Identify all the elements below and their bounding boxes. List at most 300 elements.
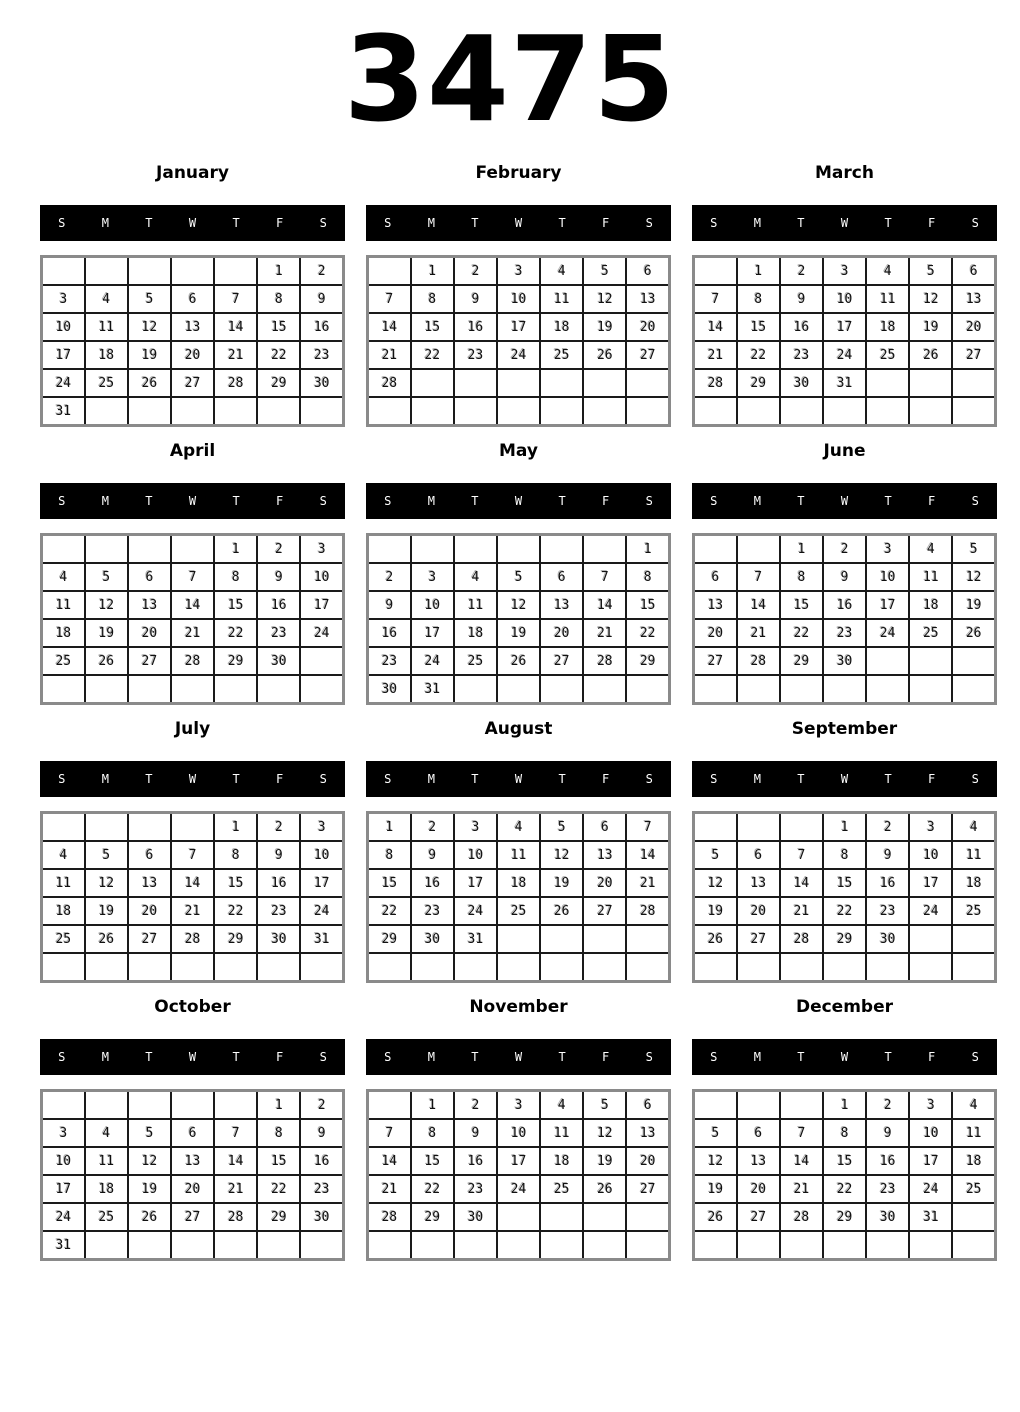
date-cell: 9: [411, 841, 454, 869]
day-header-cell: T: [797, 772, 805, 786]
empty-date-cell: [780, 813, 823, 842]
date-cell: 20: [737, 1175, 780, 1203]
date-cell: 26: [694, 1203, 737, 1231]
date-cell: 8: [257, 285, 300, 313]
date-cell: 4: [454, 563, 497, 591]
date-cell: 9: [823, 563, 866, 591]
day-header-cell: T: [232, 1050, 240, 1064]
day-header-cell: T: [797, 1050, 805, 1064]
date-cell: 10: [823, 285, 866, 313]
week-row: [42, 341, 344, 369]
week-row: [694, 369, 996, 397]
date-cell: 14: [214, 1147, 257, 1175]
date-cell: 24: [300, 897, 343, 925]
date-cell: 19: [583, 1147, 626, 1175]
date-cell: 27: [583, 897, 626, 925]
date-cell: 24: [42, 369, 85, 397]
date-cell: 19: [583, 313, 626, 341]
day-header-cell: T: [884, 1050, 892, 1064]
day-header-cell: W: [840, 1050, 849, 1064]
empty-date-cell: [497, 925, 540, 953]
date-cell: 17: [454, 869, 497, 897]
day-header-cell: F: [276, 1050, 284, 1064]
empty-date-cell: [583, 397, 626, 426]
date-cell: 21: [171, 619, 214, 647]
week-row: [42, 1091, 344, 1120]
date-cell: 27: [171, 1203, 214, 1231]
day-header-cell: W: [514, 1050, 523, 1064]
date-cell: 7: [780, 1119, 823, 1147]
empty-date-cell: [257, 1231, 300, 1260]
date-cell: 25: [85, 369, 128, 397]
date-cell: 24: [823, 341, 866, 369]
date-cell: 27: [128, 647, 171, 675]
week-row: [694, 1231, 996, 1260]
date-cell: 18: [866, 313, 909, 341]
date-cell: 2: [368, 563, 411, 591]
day-header-cell: S: [710, 1050, 718, 1064]
week-row: [42, 397, 344, 426]
day-header-cell: W: [514, 772, 523, 786]
empty-date-cell: [583, 1203, 626, 1231]
date-cell: 14: [368, 313, 411, 341]
date-cell: 23: [823, 619, 866, 647]
date-cell: 16: [454, 313, 497, 341]
date-cell: 20: [737, 897, 780, 925]
date-cell: 24: [866, 619, 909, 647]
month-december: [692, 997, 997, 1261]
week-row: [42, 369, 344, 397]
empty-date-cell: [368, 257, 411, 286]
date-cell: 3: [866, 535, 909, 564]
date-cell: 14: [368, 1147, 411, 1175]
date-cell: 1: [411, 257, 454, 286]
week-row: [694, 563, 996, 591]
date-cell: 26: [583, 341, 626, 369]
date-cell: 5: [540, 813, 583, 842]
day-header-cell: T: [558, 772, 566, 786]
date-cell: 30: [257, 925, 300, 953]
date-cell: 22: [411, 341, 454, 369]
empty-date-cell: [909, 647, 952, 675]
week-row: [42, 647, 344, 675]
date-cell: 22: [214, 897, 257, 925]
empty-date-cell: [952, 647, 995, 675]
date-cell: 13: [171, 313, 214, 341]
month-name-label: October: [154, 997, 231, 1017]
day-header-cell: W: [188, 1050, 197, 1064]
date-cell: 9: [454, 285, 497, 313]
date-cell: 30: [866, 1203, 909, 1231]
day-header-cell: W: [188, 772, 197, 786]
week-row: [42, 925, 344, 953]
date-cell: 20: [626, 1147, 669, 1175]
week-row: [42, 1175, 344, 1203]
empty-date-cell: [454, 535, 497, 564]
date-cell: 20: [540, 619, 583, 647]
week-row: [42, 285, 344, 313]
date-cell: 20: [171, 341, 214, 369]
month-name-label: August: [484, 719, 553, 739]
date-cell: 19: [952, 591, 995, 619]
date-cell: 13: [540, 591, 583, 619]
year-title: 3475: [343, 10, 677, 148]
date-cell: 14: [626, 841, 669, 869]
day-header-cell: S: [710, 216, 718, 230]
date-cell: 13: [128, 869, 171, 897]
date-cell: 7: [368, 1119, 411, 1147]
day-header-row: [692, 1039, 997, 1075]
date-cell: 20: [694, 619, 737, 647]
date-cell: 28: [694, 369, 737, 397]
date-cell: 8: [823, 841, 866, 869]
month-name-label: February: [475, 163, 562, 183]
week-row: [368, 397, 670, 426]
empty-date-cell: [411, 369, 454, 397]
date-cell: 3: [909, 813, 952, 842]
date-cell: 12: [497, 591, 540, 619]
date-cell: 13: [626, 285, 669, 313]
empty-date-cell: [411, 953, 454, 982]
date-cell: 15: [257, 313, 300, 341]
date-cell: 27: [737, 1203, 780, 1231]
date-cell: 5: [694, 1119, 737, 1147]
empty-date-cell: [540, 535, 583, 564]
week-row: [694, 869, 996, 897]
date-cell: 15: [411, 313, 454, 341]
date-cell: 11: [952, 841, 995, 869]
month-name-label: July: [174, 719, 211, 739]
date-cell: 8: [780, 563, 823, 591]
calendar-grid: [366, 533, 671, 705]
date-cell: 19: [694, 1175, 737, 1203]
date-cell: 22: [257, 1175, 300, 1203]
week-row: [42, 257, 344, 286]
empty-date-cell: [300, 675, 343, 704]
week-row: [694, 675, 996, 704]
date-cell: 18: [909, 591, 952, 619]
date-cell: 25: [42, 647, 85, 675]
week-row: [42, 1147, 344, 1175]
date-cell: 4: [952, 1091, 995, 1120]
empty-date-cell: [128, 813, 171, 842]
day-header-row: [366, 761, 671, 797]
day-header-cell: W: [188, 216, 197, 230]
date-cell: 21: [737, 619, 780, 647]
date-cell: 6: [737, 1119, 780, 1147]
date-cell: 30: [866, 925, 909, 953]
date-cell: 6: [171, 285, 214, 313]
empty-date-cell: [737, 813, 780, 842]
week-row: [368, 257, 670, 286]
empty-date-cell: [694, 535, 737, 564]
empty-date-cell: [214, 675, 257, 704]
week-row: [368, 369, 670, 397]
date-cell: 22: [823, 897, 866, 925]
week-row: [368, 1231, 670, 1260]
date-cell: 14: [737, 591, 780, 619]
date-cell: 9: [368, 591, 411, 619]
date-cell: 2: [780, 257, 823, 286]
month-name-label: December: [795, 997, 894, 1017]
date-cell: 9: [866, 841, 909, 869]
date-cell: 31: [823, 369, 866, 397]
week-row: [694, 1119, 996, 1147]
date-cell: 11: [42, 869, 85, 897]
date-cell: 13: [128, 591, 171, 619]
day-header-cell: F: [928, 216, 936, 230]
week-row: [368, 675, 670, 704]
date-cell: 24: [454, 897, 497, 925]
day-header-row: [40, 483, 345, 519]
empty-date-cell: [540, 953, 583, 982]
date-cell: 14: [171, 591, 214, 619]
date-cell: 23: [257, 897, 300, 925]
date-cell: 29: [823, 925, 866, 953]
date-cell: 13: [626, 1119, 669, 1147]
date-cell: 6: [540, 563, 583, 591]
date-cell: 1: [823, 1091, 866, 1120]
date-cell: 5: [85, 841, 128, 869]
day-header-cell: S: [384, 1050, 392, 1064]
date-cell: 24: [42, 1203, 85, 1231]
day-header-cell: T: [558, 216, 566, 230]
empty-date-cell: [780, 953, 823, 982]
date-cell: 10: [909, 841, 952, 869]
day-header-row: [366, 1039, 671, 1075]
date-cell: 14: [780, 869, 823, 897]
empty-date-cell: [497, 535, 540, 564]
day-header-row: [692, 483, 997, 519]
day-header-cell: F: [602, 216, 610, 230]
date-cell: 18: [42, 619, 85, 647]
empty-date-cell: [497, 397, 540, 426]
empty-date-cell: [909, 675, 952, 704]
empty-date-cell: [583, 1231, 626, 1260]
day-header-row: [366, 483, 671, 519]
date-cell: 3: [300, 535, 343, 564]
calendar-grid: [366, 255, 671, 427]
date-cell: 1: [626, 535, 669, 564]
date-cell: 6: [626, 1091, 669, 1120]
day-header-row: [40, 761, 345, 797]
date-cell: 5: [128, 285, 171, 313]
date-cell: 12: [694, 1147, 737, 1175]
empty-date-cell: [128, 535, 171, 564]
empty-date-cell: [583, 925, 626, 953]
empty-date-cell: [497, 369, 540, 397]
date-cell: 26: [128, 369, 171, 397]
day-header-cell: M: [753, 216, 761, 230]
empty-date-cell: [497, 1231, 540, 1260]
date-cell: 4: [952, 813, 995, 842]
date-cell: 15: [257, 1147, 300, 1175]
date-cell: 17: [909, 869, 952, 897]
empty-date-cell: [823, 1231, 866, 1260]
date-cell: 6: [128, 563, 171, 591]
empty-date-cell: [85, 535, 128, 564]
empty-date-cell: [866, 953, 909, 982]
empty-date-cell: [626, 1203, 669, 1231]
date-cell: 31: [42, 1231, 85, 1260]
date-cell: 25: [952, 1175, 995, 1203]
empty-date-cell: [540, 369, 583, 397]
date-cell: 23: [454, 341, 497, 369]
date-cell: 28: [171, 647, 214, 675]
date-cell: 28: [626, 897, 669, 925]
empty-date-cell: [128, 953, 171, 982]
date-cell: 27: [540, 647, 583, 675]
date-cell: 19: [694, 897, 737, 925]
date-cell: 17: [866, 591, 909, 619]
empty-date-cell: [497, 953, 540, 982]
date-cell: 14: [583, 591, 626, 619]
date-cell: 26: [85, 925, 128, 953]
date-cell: 5: [909, 257, 952, 286]
date-cell: 16: [780, 313, 823, 341]
week-row: [368, 1119, 670, 1147]
date-cell: 22: [737, 341, 780, 369]
date-cell: 26: [583, 1175, 626, 1203]
empty-date-cell: [694, 675, 737, 704]
month-august: [366, 719, 671, 983]
date-cell: 20: [128, 619, 171, 647]
date-cell: 29: [214, 925, 257, 953]
empty-date-cell: [85, 1231, 128, 1260]
date-cell: 4: [497, 813, 540, 842]
date-cell: 3: [823, 257, 866, 286]
date-cell: 21: [368, 1175, 411, 1203]
date-cell: 2: [411, 813, 454, 842]
empty-date-cell: [300, 1231, 343, 1260]
date-cell: 23: [300, 341, 343, 369]
week-row: [368, 619, 670, 647]
date-cell: 17: [823, 313, 866, 341]
date-cell: 2: [866, 813, 909, 842]
date-cell: 24: [909, 897, 952, 925]
date-cell: 5: [583, 1091, 626, 1120]
empty-date-cell: [300, 647, 343, 675]
date-cell: 30: [823, 647, 866, 675]
date-cell: 26: [694, 925, 737, 953]
week-row: [368, 1147, 670, 1175]
month-january: [40, 163, 345, 427]
calendar-grid: [366, 1089, 671, 1261]
date-cell: 26: [540, 897, 583, 925]
week-row: [368, 1091, 670, 1120]
date-cell: 29: [780, 647, 823, 675]
date-cell: 1: [780, 535, 823, 564]
date-cell: 29: [823, 1203, 866, 1231]
week-row: [368, 953, 670, 982]
week-row: [368, 647, 670, 675]
empty-date-cell: [42, 257, 85, 286]
day-header-row: [692, 761, 997, 797]
date-cell: 30: [454, 1203, 497, 1231]
week-row: [42, 535, 344, 564]
empty-date-cell: [85, 813, 128, 842]
day-header-cell: M: [427, 216, 435, 230]
empty-date-cell: [626, 953, 669, 982]
month-october: [40, 997, 345, 1261]
month-june: [692, 441, 997, 705]
month-may: [366, 441, 671, 705]
empty-date-cell: [214, 1231, 257, 1260]
date-cell: 10: [866, 563, 909, 591]
empty-date-cell: [300, 397, 343, 426]
day-header-cell: M: [427, 772, 435, 786]
day-header-cell: T: [232, 772, 240, 786]
week-row: [694, 1175, 996, 1203]
date-cell: 23: [411, 897, 454, 925]
month-name-label: April: [169, 441, 216, 461]
date-cell: 24: [497, 1175, 540, 1203]
date-cell: 15: [214, 869, 257, 897]
empty-date-cell: [540, 397, 583, 426]
date-cell: 30: [411, 925, 454, 953]
date-cell: 2: [257, 535, 300, 564]
date-cell: 14: [780, 1147, 823, 1175]
date-cell: 1: [368, 813, 411, 842]
date-cell: 17: [300, 591, 343, 619]
date-cell: 21: [626, 869, 669, 897]
date-cell: 13: [171, 1147, 214, 1175]
date-cell: 18: [85, 341, 128, 369]
empty-date-cell: [626, 369, 669, 397]
week-row: [368, 813, 670, 842]
date-cell: 8: [411, 1119, 454, 1147]
calendar-grid: [692, 1089, 997, 1261]
date-cell: 7: [737, 563, 780, 591]
date-cell: 25: [454, 647, 497, 675]
week-row: [42, 869, 344, 897]
empty-date-cell: [42, 675, 85, 704]
date-cell: 31: [909, 1203, 952, 1231]
empty-date-cell: [497, 1203, 540, 1231]
date-cell: 8: [214, 841, 257, 869]
date-cell: 23: [866, 897, 909, 925]
day-header-cell: S: [58, 216, 66, 230]
date-cell: 31: [454, 925, 497, 953]
date-cell: 1: [214, 813, 257, 842]
date-cell: 17: [497, 1147, 540, 1175]
date-cell: 19: [85, 897, 128, 925]
week-row: [42, 1203, 344, 1231]
date-cell: 24: [497, 341, 540, 369]
date-cell: 22: [411, 1175, 454, 1203]
date-cell: 27: [626, 341, 669, 369]
day-header-cell: S: [319, 1050, 327, 1064]
empty-date-cell: [952, 397, 995, 426]
empty-date-cell: [909, 925, 952, 953]
empty-date-cell: [694, 813, 737, 842]
date-cell: 1: [411, 1091, 454, 1120]
date-cell: 29: [411, 1203, 454, 1231]
date-cell: 18: [952, 869, 995, 897]
day-header-cell: T: [471, 216, 479, 230]
day-header-cell: W: [514, 216, 523, 230]
date-cell: 5: [694, 841, 737, 869]
date-cell: 7: [368, 285, 411, 313]
day-header-cell: S: [971, 772, 979, 786]
date-cell: 26: [952, 619, 995, 647]
empty-date-cell: [737, 397, 780, 426]
week-row: [694, 647, 996, 675]
empty-date-cell: [171, 397, 214, 426]
week-row: [694, 813, 996, 842]
empty-date-cell: [85, 257, 128, 286]
date-cell: 3: [497, 1091, 540, 1120]
